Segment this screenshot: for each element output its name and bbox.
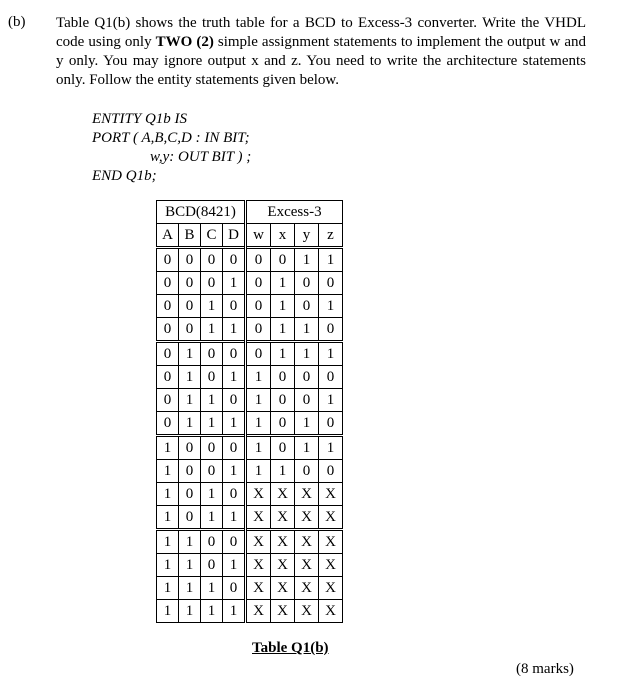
table-cell-w: 1 [246,366,271,389]
table-cell-B: 1 [179,530,201,554]
table-row [157,436,343,460]
table-cell-A: 1 [157,460,179,483]
table-row [157,366,343,389]
table-cell-D: 0 [223,295,246,318]
table-cell-x: 1 [271,272,295,295]
table-cell-D: 0 [223,342,246,366]
table-cell-D: 1 [223,272,246,295]
table-cell-A: 0 [157,412,179,436]
table-cell-C: 0 [201,272,223,295]
table-cell-w: X [246,483,271,506]
table-cell-D: 1 [223,318,246,342]
table-cell-y: X [295,506,319,530]
table-cell-y: 1 [295,342,319,366]
table-cell-y: X [295,577,319,600]
table-cell-x: X [271,600,295,623]
table-cell-C: 1 [201,483,223,506]
table-cell-x: 1 [271,318,295,342]
table-cell-y: 0 [295,460,319,483]
table-cell-B: 1 [179,554,201,577]
table-cell-C: 1 [201,295,223,318]
table-cell-z: 1 [319,436,343,460]
table-cell-y: 1 [295,318,319,342]
table-cell-z: 1 [319,342,343,366]
table-cell-y: 1 [295,436,319,460]
table-cell-B: 0 [179,248,201,272]
table-cell-B: 0 [179,295,201,318]
table-cell-C: 1 [201,506,223,530]
table-cell-z: X [319,554,343,577]
table-cell-x: X [271,577,295,600]
table-cell-C: 0 [201,342,223,366]
table-cell-C: 1 [201,600,223,623]
column-header-A: A [157,224,179,248]
table-cell-x: 0 [271,436,295,460]
table-cell-A: 1 [157,530,179,554]
table-cell-A: 1 [157,483,179,506]
table-cell-z: X [319,577,343,600]
table-cell-z: 0 [319,318,343,342]
question-text-part1: Table Q1(b) shows the truth table for a BCD to Excess-3 converter. Write the VHDL code using only [56,15,586,50]
question-text-bold: TWO (2) [155,34,214,50]
column-header-y: y [295,224,319,248]
table-cell-B: 1 [179,412,201,436]
table-cell-A: 0 [157,389,179,412]
table-cell-C: 1 [201,318,223,342]
table-row [157,483,343,506]
table-cell-C: 1 [201,577,223,600]
table-cell-w: 0 [246,272,271,295]
group-header-row [157,201,343,224]
table-cell-D: 1 [223,600,246,623]
question-text [56,14,586,90]
table-cell-y: 1 [295,412,319,436]
table-cell-z: 1 [319,248,343,272]
table-cell-D: 0 [223,436,246,460]
column-header-B: B [179,224,201,248]
table-cell-A: 1 [157,436,179,460]
table-cell-z: X [319,530,343,554]
table-cell-B: 1 [179,366,201,389]
table-cell-y: 0 [295,366,319,389]
table-cell-y: 0 [295,272,319,295]
table-cell-A: 0 [157,248,179,272]
table-cell-w: 1 [246,389,271,412]
table-cell-A: 0 [157,318,179,342]
table-cell-B: 0 [179,460,201,483]
column-header-w: w [246,224,271,248]
table-caption: Table Q1(b) [252,640,329,656]
table-cell-A: 1 [157,600,179,623]
table-cell-w: 0 [246,295,271,318]
table-cell-w: 1 [246,436,271,460]
table-cell-C: 0 [201,530,223,554]
table-cell-B: 0 [179,483,201,506]
table-cell-B: 1 [179,577,201,600]
table-cell-D: 0 [223,483,246,506]
table-cell-y: X [295,600,319,623]
table-row [157,554,343,577]
table-cell-w: 0 [246,318,271,342]
table-cell-B: 0 [179,318,201,342]
table-cell-D: 1 [223,366,246,389]
table-cell-z: X [319,483,343,506]
table-cell-x: 1 [271,460,295,483]
table-cell-B: 1 [179,342,201,366]
table-cell-B: 0 [179,436,201,460]
table-cell-C: 0 [201,554,223,577]
column-header-D: D [223,224,246,248]
table-cell-x: 1 [271,342,295,366]
table-cell-x: 0 [271,366,295,389]
table-cell-y: X [295,483,319,506]
table-cell-y: X [295,530,319,554]
table-row [157,506,343,530]
table-row [157,342,343,366]
table-cell-A: 0 [157,295,179,318]
table-cell-w: X [246,530,271,554]
table-cell-C: 0 [201,436,223,460]
table-cell-A: 1 [157,506,179,530]
table-cell-D: 1 [223,506,246,530]
table-row [157,295,343,318]
marks-label: (8 marks) [516,661,574,677]
table-cell-x: 1 [271,295,295,318]
table-cell-B: 0 [179,506,201,530]
table-cell-C: 1 [201,389,223,412]
entity-line-2: PORT ( A,B,C,D : IN BIT; [92,130,250,146]
group-header-excess3: Excess-3 [246,201,343,224]
table-cell-x: 0 [271,389,295,412]
table-row [157,389,343,412]
column-header-C: C [201,224,223,248]
column-header-z: z [319,224,343,248]
group-header-bcd: BCD(8421) [157,201,246,224]
table-cell-A: 0 [157,272,179,295]
table-cell-w: 0 [246,342,271,366]
table-cell-x: X [271,554,295,577]
table-cell-x: 0 [271,248,295,272]
column-header-row [157,224,343,248]
table-cell-D: 0 [223,389,246,412]
table-row [157,318,343,342]
table-row [157,577,343,600]
table-cell-y: 0 [295,295,319,318]
table-cell-z: 0 [319,366,343,389]
table-cell-D: 1 [223,554,246,577]
table-cell-z: 0 [319,460,343,483]
question-text-part2: simple assignment statements to implement the output w and y only. You may ignore output x and z. You need to write the architecture statements only. Follow the entity statements given below. [56,34,587,88]
table-cell-w: 1 [246,412,271,436]
table-cell-z: 1 [319,389,343,412]
table-cell-A: 0 [157,342,179,366]
table-row [157,412,343,436]
question-label: (b) [8,14,26,30]
table-row [157,272,343,295]
table-cell-z: X [319,506,343,530]
table-cell-x: X [271,506,295,530]
table-cell-C: 0 [201,248,223,272]
table-cell-B: 0 [179,272,201,295]
table-row [157,248,343,272]
table-cell-y: X [295,554,319,577]
table-cell-D: 0 [223,248,246,272]
table-cell-D: 0 [223,577,246,600]
table-cell-z: X [319,600,343,623]
column-header-x: x [271,224,295,248]
table-cell-w: 0 [246,248,271,272]
table-cell-D: 1 [223,412,246,436]
entity-line-3: w,y: OUT BIT ) ; [150,149,252,165]
table-cell-x: X [271,530,295,554]
table-cell-A: 0 [157,366,179,389]
table-cell-y: 1 [295,248,319,272]
table-row [157,530,343,554]
table-cell-x: 0 [271,412,295,436]
truth-table [156,200,343,623]
table-cell-C: 0 [201,366,223,389]
table-cell-z: 1 [319,295,343,318]
entity-line-1: ENTITY Q1b IS [92,111,188,127]
table-cell-x: X [271,483,295,506]
table-row [157,460,343,483]
table-cell-w: X [246,577,271,600]
table-cell-z: 0 [319,272,343,295]
entity-block [92,110,251,186]
table-cell-D: 1 [223,460,246,483]
table-cell-B: 1 [179,600,201,623]
table-cell-w: 1 [246,460,271,483]
table-cell-w: X [246,506,271,530]
table-cell-B: 1 [179,389,201,412]
table-cell-w: X [246,600,271,623]
table-cell-A: 1 [157,554,179,577]
table-cell-C: 1 [201,412,223,436]
table-cell-D: 0 [223,530,246,554]
table-cell-w: X [246,554,271,577]
entity-line-4: END Q1b; [92,168,157,184]
table-cell-y: 0 [295,389,319,412]
table-row [157,600,343,623]
table-cell-A: 1 [157,577,179,600]
table-cell-z: 0 [319,412,343,436]
table-cell-C: 0 [201,460,223,483]
